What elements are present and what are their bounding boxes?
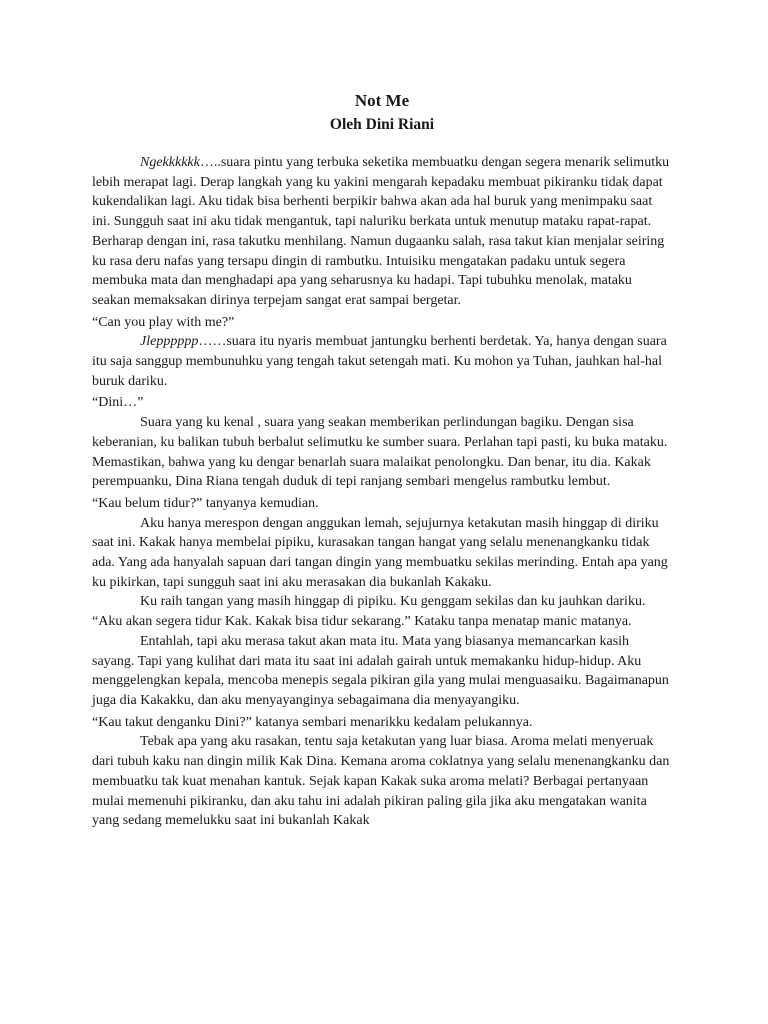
body-paragraph	[92, 332, 672, 391]
dialog-paragraph	[92, 713, 672, 733]
body-paragraph	[92, 592, 672, 631]
document-author: Oleh Dini Riani	[329, 116, 435, 133]
paragraph-text: Entahlah, tapi aku merasa takut akan mata itu. Mata yang biasanya memancarkan kasih sayang. Tapi yang kulihat dari mata itu saat ini adalah gairah untuk memakanku hidup-hidup. Aku menggelengkan kepala, mencoba menepis segala pikiran gila yang mulai menguasaiku. Bagaimanapun juga dia Kakakku, dan aku menyayanginya sebagaimana dia menyayangiku.	[92, 633, 669, 708]
body-paragraph	[92, 153, 672, 311]
paragraph-text: Tebak apa yang aku rasakan, tentu saja ketakutan yang luar biasa. Aroma melati menyeruak dari tubuh kaku nan dingin milik Kak Dina. Kemana aroma coklatnya yang selalu menenangkanku dan membuatku tak kuat menahan kantuk. Sejak kapan Kakak suka aroma melati? Berbagai pertanyaan mulai memenuhi pikiranku, dan aku tahu ini adalah pikiran paling gila jika aku mengatakan wanita yang sedang memelukku saat ini bukanlah Kakak	[92, 734, 670, 829]
dialog-paragraph	[92, 313, 672, 333]
italic-lead-word: Ngekkkkkk	[140, 155, 200, 170]
paragraph-text: “Kau belum tidur?” tanyanya kemudian.	[92, 495, 319, 511]
paragraph-text: Ku raih tangan yang masih hinggap di pipiku. Ku genggam sekilas dan ku jauhkan dariku. “Aku akan segera tidur Kak. Kakak bisa tidur sekarang.” Kataku tanpa menatap manic matanya.	[92, 594, 646, 630]
body-paragraph	[92, 732, 672, 831]
document-title: Not Me	[354, 91, 410, 110]
paragraph-text: “Dini…”	[92, 395, 144, 411]
body-paragraph	[92, 632, 672, 711]
document-body	[92, 153, 672, 831]
body-paragraph	[92, 514, 672, 593]
paragraph-text: ……suara itu nyaris membuat jantungku berhenti berdetak. Ya, hanya dengan suara itu saja sanggup membunuhku yang tengah takut setengah mati. Ku mohon ya Tuhan, jauhkan hal-hal buruk dariku.	[92, 334, 667, 389]
paragraph-text: Aku hanya merespon dengan anggukan lemah, sejujurnya ketakutan masih hinggap di diriku saat ini. Kakak hanya membelai pipiku, kurasakan tangan hangat yang selalu menenangkanku tidak ada. Yang ada hanyalah sapuan dari tangan dingin yang membuatku sekilas merinding. Entah apa yang ku pikirkan, tapi sungguh saat ini aku merasakan dia bukanlah Kakaku.	[92, 515, 668, 590]
dialog-paragraph	[92, 393, 672, 413]
body-paragraph	[92, 413, 672, 492]
dialog-paragraph	[92, 494, 672, 514]
document-page	[92, 88, 672, 831]
paragraph-text: “Kau takut denganku Dini?” katanya sembari menarikku kedalam pelukannya.	[92, 714, 533, 730]
paragraph-text: …..suara pintu yang terbuka seketika membuatku dengan segera menarik selimutku lebih merapat lagi. Derap langkah yang ku yakini mengarah kepadaku membuat pikiranku tidak dapat kukendalikan lagi. Aku tidak bisa berhenti berpikir bahwa akan ada hal buruk yang menimpaku saat ini. Sungguh saat ini aku tidak mengantuk, tapi naluriku berkata untuk menutup mataku rapat-rapat. Berharap dengan ini, rasa takutku menhilang. Namun dugaanku salah, rasa takut kian menjalar seiring ku rasa deru nafas yang tersapu dingin di rambutku. Intuisiku mengatakan padaku untuk segera membuka mata dan menghadapi apa yang seharusnya ku hadapi. Tapi tubuhku menolak, mataku seakan memaksakan dirinya terpejam sangat erat sampai bergetar.	[92, 155, 670, 308]
paragraph-text: Suara yang ku kenal , suara yang seakan memberikan perlindungan bagiku. Dengan sisa keberanian, ku balikan tubuh berbalut selimutku ke sumber suara. Perlahan tapi pasti, ku buka mataku. Memastikan, bahwa yang ku dengar benarlah suara malaikat penolongku. Dan benar, itu dia. Kakak perempuanku, Dina Riana tengah duduk di tepi ranjang sembari mengelus rambutku lembut.	[92, 415, 668, 490]
paragraph-text: “Can you play with me?”	[92, 314, 235, 330]
italic-lead-word: Jlepppppp	[140, 334, 199, 350]
